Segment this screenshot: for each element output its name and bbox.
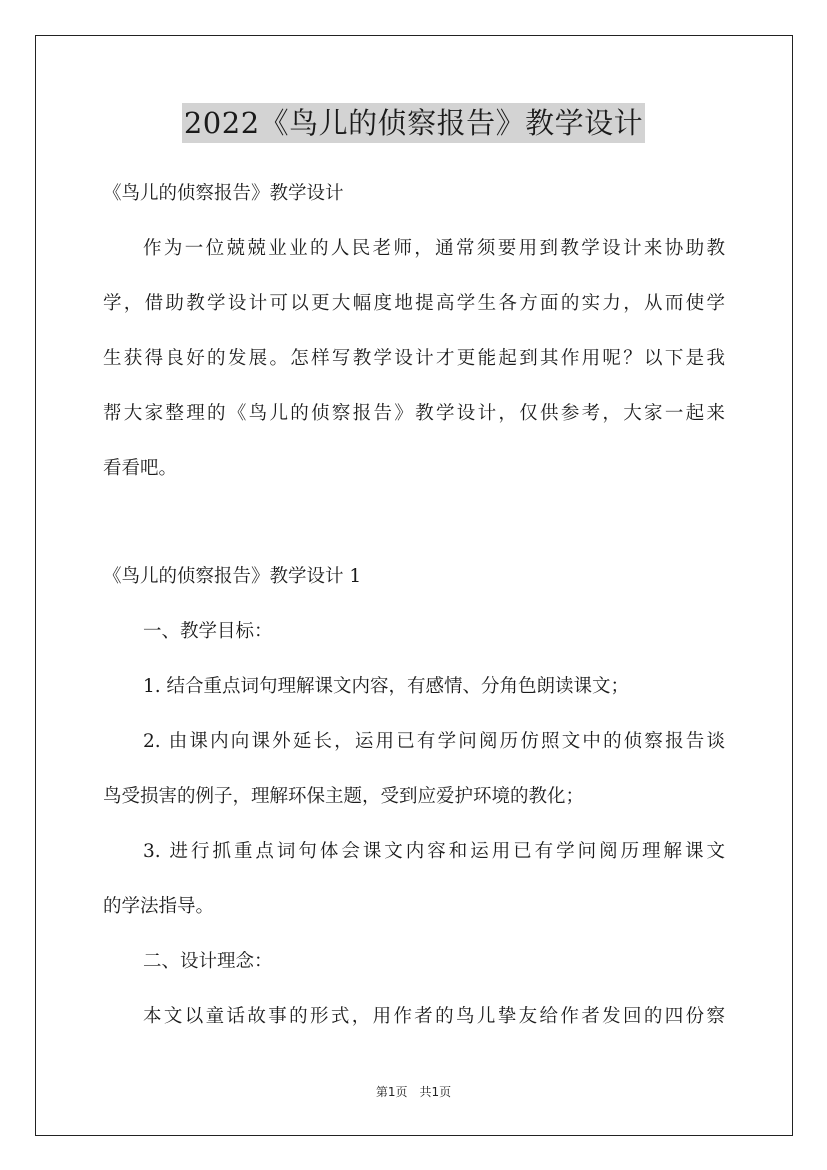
paragraph-line: 生获得良好的发展。怎样写教学设计才更能起到其作用呢？以下是我 (103, 348, 725, 369)
subheading: 一、教学目标： (143, 621, 273, 642)
document-title: 2022《鸟儿的侦察报告》教学设计 (182, 103, 645, 143)
list-item: 3. 进行抓重点词句体会课文内容和运用已有学问阅历理解课文 (143, 841, 725, 862)
paragraph-line: 本文以童话故事的形式，用作者的鸟儿挚友给作者发回的四份察 (143, 1006, 725, 1027)
page-number: 第1页 共1页 (375, 1085, 452, 1099)
paragraph-line: 帮大家整理的《鸟儿的侦察报告》教学设计，仅供参考，大家一起来 (103, 403, 725, 424)
list-item: 2. 由课内向课外延长，运用已有学问阅历仿照文中的侦察报告谈 (143, 731, 725, 752)
list-item-continuation: 鸟受损害的例子，理解环保主题，受到应爱护环境的教化； (103, 786, 585, 807)
paragraph-line: 看看吧。 (103, 458, 178, 479)
section-heading: 《鸟儿的侦察报告》教学设计 1 (103, 566, 362, 587)
paragraph-line: 学，借助教学设计可以更大幅度地提高学生各方面的实力，从而使学 (103, 293, 725, 314)
list-item-continuation: 的学法指导。 (103, 896, 215, 917)
list-item: 1. 结合重点词句理解课文内容，有感情、分角色朗读课文； (143, 676, 630, 697)
paragraph-line: 作为一位兢兢业业的人民老师，通常须要用到教学设计来协助教 (143, 238, 725, 259)
title-container (0, 103, 827, 143)
subtitle: 《鸟儿的侦察报告》教学设计 (103, 183, 344, 204)
subheading: 二、设计理念： (143, 951, 273, 972)
